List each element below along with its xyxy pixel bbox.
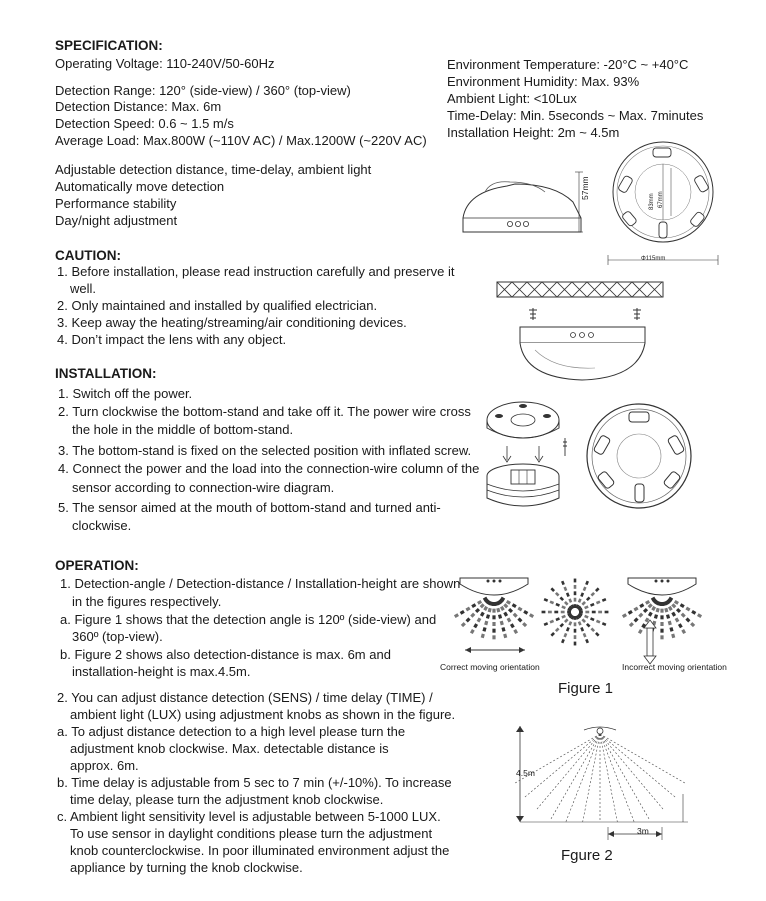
detection-ray-segment — [500, 615, 501, 619]
operation-line: To use sensor in daylight conditions please turn the adjustment — [70, 826, 433, 841]
detection-ray-segment — [556, 618, 560, 619]
detection-ray-segment — [482, 634, 483, 638]
detection-ray-segment — [466, 608, 469, 610]
detection-ray-segment — [568, 614, 572, 615]
detection-ray-segment — [560, 597, 563, 600]
ceiling-mount-drawing — [495, 280, 670, 385]
detection-ray-segment — [512, 605, 515, 607]
range-ray — [600, 734, 687, 784]
installation-step: 1. Switch off the power. — [58, 386, 193, 401]
range-ray — [600, 734, 677, 798]
spec-average-load: Average Load: Max.800W (~110V AC) / Max.1200W (~220V AC) — [55, 133, 427, 148]
detection-ray-segment — [567, 628, 568, 632]
caution-item: 2. Only maintained and installed by qualified electrician. — [57, 298, 378, 313]
correct-orientation-sensor — [460, 578, 528, 595]
detection-ray-segment — [515, 630, 517, 633]
detection-ray-segment — [505, 612, 507, 615]
feature-item: Adjustable detection distance, time-delay, ambient light — [55, 162, 372, 177]
detection-ray-segment — [507, 601, 510, 603]
detection-ray-segment — [664, 602, 665, 606]
detection-ray-segment — [544, 623, 548, 624]
detection-ray-segment — [591, 628, 594, 631]
detection-ray-segment — [486, 621, 487, 625]
detection-ray-segment — [581, 593, 582, 597]
spec-operating-voltage: Operating Voltage: 110-240V/50-60Hz — [55, 56, 275, 71]
spec-detection-distance: Detection Distance: Max. 6m — [55, 99, 222, 114]
detection-ray-segment — [481, 612, 483, 615]
spec-installation-height: Installation Height: 2m ~ 4.5m — [447, 125, 620, 140]
detection-ray-segment — [669, 607, 671, 610]
detection-ray-segment — [524, 611, 527, 613]
detection-ray-segment — [562, 639, 563, 643]
spec-detection-speed: Detection Speed: 0.6 ~ 1.5 m/s — [55, 116, 234, 131]
incorrect-orientation-sensor — [628, 578, 696, 595]
sensor-side-view-drawing — [455, 170, 595, 240]
installation-heading: INSTALLATION: — [55, 366, 157, 381]
sensor-bottom-view-drawing — [585, 400, 695, 515]
sensor-top-view-drawing — [605, 140, 725, 265]
operation-line: appliance by turning the knob clockwise. — [70, 860, 303, 875]
detection-ray-segment — [623, 615, 626, 617]
detection-ray-segment — [461, 611, 464, 613]
detection-ray-segment — [596, 621, 600, 622]
operation-line: 360º (top-view). — [72, 629, 163, 644]
spec-env-temperature: Environment Temperature: -20°C ~ +40°C — [447, 57, 689, 72]
detection-ray-segment — [602, 623, 606, 624]
dimension-d1-label: 83mm — [649, 193, 655, 210]
detection-ray-segment — [560, 624, 563, 627]
detection-ray-segment — [698, 615, 701, 617]
detection-ray-segment — [556, 628, 559, 631]
detection-ray-segment — [562, 581, 563, 585]
range-ray — [600, 734, 650, 821]
detection-ray-segment — [635, 619, 638, 622]
detection-ray-segment — [504, 604, 507, 607]
detection-ray-segment — [585, 616, 589, 617]
detection-ray-segment — [530, 615, 533, 617]
detection-ray-segment — [476, 609, 479, 612]
installation-step: the hole in the middle of bottom-stand. — [72, 422, 294, 437]
detection-ray-segment — [673, 612, 675, 615]
detection-ray-segment — [484, 627, 485, 631]
detection-ray-segment — [677, 609, 680, 612]
detection-ray-segment — [579, 609, 583, 610]
operation-line: in the figures respectively. — [72, 594, 222, 609]
detection-ray-segment — [471, 614, 474, 617]
detection-ray-segment — [508, 618, 510, 621]
detection-ray-segment — [646, 601, 649, 603]
detection-ray-segment — [484, 598, 487, 600]
operation-line: a. To adjust distance detection to a high level please turn the — [57, 724, 406, 739]
detection-ray-segment — [587, 624, 590, 627]
detection-ray-segment — [501, 621, 502, 625]
figure2-height-label: 4.5m — [516, 768, 535, 778]
detection-ray-segment — [682, 614, 685, 617]
detection-ray-segment — [478, 601, 481, 603]
dimension-d2-label: 67mm — [658, 191, 664, 208]
operation-line: b. Time delay is adjustable from 5 sec to 7 min (+/-10%). To increase — [57, 775, 452, 790]
detection-ray-segment — [582, 602, 585, 605]
range-ray — [523, 734, 600, 798]
detection-ray-segment — [565, 633, 566, 637]
detection-ray-segment — [653, 607, 655, 610]
detection-ray-segment — [683, 630, 685, 633]
operation-line: knob counterclockwise. In poor illuminated environment adjust the — [70, 843, 450, 858]
detection-ray-segment — [501, 607, 503, 610]
operation-line: installation-height is max.4.5m. — [72, 664, 251, 679]
range-ray — [600, 734, 634, 822]
detection-ray-segment — [562, 607, 566, 608]
detection-ray-segment — [676, 618, 678, 621]
detection-ray-segment — [467, 619, 470, 622]
detection-ray-segment — [550, 621, 554, 622]
detection-ray-segment — [551, 633, 554, 636]
spec-ambient-light: Ambient Light: <10Lux — [447, 91, 577, 106]
range-ray — [550, 734, 600, 821]
detection-ray-segment — [654, 621, 655, 625]
detection-ray-segment — [657, 608, 658, 612]
detection-ray-segment — [591, 593, 594, 596]
detection-ray-segment — [646, 618, 648, 621]
detection-ray-segment — [556, 604, 560, 605]
detection-ray-segment — [596, 588, 599, 591]
detection-ray-segment — [587, 597, 590, 600]
detection-ray-segment — [585, 607, 589, 608]
detection-ray-segment — [687, 619, 690, 622]
operation-line: time delay, please turn the adjustment knob clockwise. — [70, 792, 384, 807]
detection-ray-segment — [550, 602, 554, 603]
detection-ray-segment — [649, 612, 651, 615]
detection-ray-segment — [523, 623, 526, 626]
top-view-detection-star — [542, 579, 609, 646]
range-ray — [536, 734, 600, 811]
detection-ray-segment — [565, 619, 568, 622]
range-ray — [600, 734, 617, 822]
detection-ray-segment — [579, 599, 580, 603]
detection-ray-segment — [505, 634, 506, 638]
detection-ray-segment — [639, 630, 641, 633]
detection-ray-segment — [577, 616, 578, 620]
detection-ray-segment — [496, 602, 497, 606]
detection-ray-segment — [692, 611, 695, 613]
detection-ray-segment — [680, 605, 683, 607]
detection-ray-segment — [591, 604, 595, 605]
operation-line: c. Ambient light sensitivity level is adjustable between 5-1000 LUX. — [57, 809, 441, 824]
detection-ray-segment — [691, 623, 694, 626]
detection-ray-segment — [668, 615, 669, 619]
detection-ray-segment — [556, 593, 559, 596]
figure1-detection-pattern — [440, 570, 740, 665]
detection-ray-segment — [498, 608, 499, 612]
installation-step: sensor according to connection-wire diagram. — [72, 480, 335, 495]
figure2-detection-range — [512, 724, 692, 844]
detection-ray-segment — [671, 627, 672, 631]
installation-step: 2. Turn clockwise the bottom-stand and take off it. The power wire cross — [58, 404, 471, 419]
detection-ray-segment — [581, 628, 582, 632]
detection-ray-segment — [472, 605, 475, 607]
detection-ray-segment — [666, 608, 667, 612]
detection-ray-segment — [481, 604, 484, 607]
detection-ray-segment — [640, 605, 643, 607]
operation-line: approx. 6m. — [70, 758, 139, 773]
dimension-height-label: 57mm — [580, 176, 590, 200]
detection-ray-segment — [462, 623, 465, 626]
spec-detection-range: Detection Range: 120° (side-view) / 360° (top-view) — [55, 83, 351, 98]
caution-item: 4. Don’t impact the lens with any object. — [57, 332, 287, 347]
detection-ray-segment — [669, 621, 670, 625]
detection-ray-segment — [673, 634, 674, 638]
detection-ray-segment — [679, 624, 681, 627]
detection-ray-segment — [485, 607, 487, 610]
correct-orientation-label: Correct moving orientation — [440, 662, 540, 672]
detection-ray-segment — [586, 581, 587, 585]
installation-step: clockwise. — [72, 518, 132, 533]
range-ray — [583, 734, 600, 822]
detection-ray-segment — [644, 609, 647, 612]
range-ray — [566, 734, 600, 822]
installation-step: 5. The sensor aimed at the mouth of bottom-stand and turned anti- — [58, 500, 441, 515]
caution-item: 1. Before installation, please read instruction carefully and preserve it — [57, 264, 455, 279]
range-ray — [600, 734, 664, 811]
detection-ray-segment — [565, 602, 568, 605]
detection-ray-segment — [455, 615, 458, 617]
detection-ray-segment — [591, 618, 595, 619]
figure1-caption: Figure 1 — [558, 680, 614, 697]
arrow-vertical-icon — [644, 620, 656, 664]
operation-line: adjustment knob clockwise. Max. detectable distance is — [70, 741, 389, 756]
detection-ray-segment — [562, 616, 566, 617]
installation-step: 3. The bottom-stand is fixed on the selected position with inflated screw. — [58, 443, 472, 458]
detection-ray-segment — [567, 593, 568, 597]
detection-ray-segment — [584, 587, 585, 591]
detection-ray-segment — [596, 602, 600, 603]
spec-time-delay: Time-Delay: Min. 5seconds ~ Max. 7minutes — [447, 108, 704, 123]
operation-line: b. Figure 2 shows also detection-distance is max. 6m and — [60, 647, 391, 662]
detection-ray-segment — [630, 623, 633, 626]
feature-item: Performance stability — [55, 196, 177, 211]
detection-ray-segment — [672, 604, 675, 607]
dimension-diameter-label: Φ115mm — [641, 256, 666, 262]
detection-ray-segment — [565, 587, 566, 591]
detection-ray-segment — [544, 599, 548, 600]
detection-ray-segment — [487, 615, 488, 619]
bottom-stand-drawing — [485, 398, 580, 518]
detection-ray-segment — [511, 624, 513, 627]
detection-ray-segment — [509, 609, 512, 612]
detection-ray-segment — [639, 614, 642, 617]
detection-ray-segment — [629, 611, 632, 613]
detection-ray-segment — [675, 601, 678, 603]
detection-ray-segment — [478, 618, 480, 621]
operation-heading: OPERATION: — [55, 558, 139, 573]
detection-ray-segment — [579, 622, 580, 626]
feature-item: Day/night adjustment — [55, 213, 178, 228]
figure2-caption: Fgure 2 — [561, 847, 613, 864]
detection-ray-segment — [584, 633, 585, 637]
operation-line: 1. Detection-angle / Detection-distance / Installation-height are shown — [60, 576, 461, 591]
detection-ray-segment — [570, 622, 571, 626]
installation-step: 4. Connect the power and the load into the connection-wire column of the — [58, 461, 480, 476]
caution-item: well. — [70, 281, 97, 296]
incorrect-orientation-label: Incorrect moving orientation — [622, 662, 727, 672]
detection-ray-segment — [514, 614, 517, 617]
detection-ray-segment — [652, 598, 655, 600]
detection-ray-segment — [519, 619, 522, 622]
detection-ray-segment — [551, 588, 554, 591]
detection-ray-segment — [471, 630, 473, 633]
detection-ray-segment — [596, 633, 599, 636]
arrow-horizontal-icon — [465, 647, 525, 653]
operation-line: ambient light (LUX) using adjustment knobs as shown in the figure. — [70, 707, 456, 722]
detection-ray-segment — [489, 608, 490, 612]
detection-ray-segment — [475, 624, 477, 627]
spec-env-humidity: Environment Humidity: Max. 93% — [447, 74, 640, 89]
detection-ray-segment — [518, 608, 521, 610]
operation-line: a. Figure 1 shows that the detection angle is 120º (side-view) and — [60, 612, 437, 627]
detection-ray-segment — [655, 615, 656, 619]
spec-heading: SPECIFICATION: — [55, 38, 163, 53]
detection-ray-segment — [570, 599, 571, 603]
detection-ray-segment — [586, 639, 587, 643]
operation-line: 2. You can adjust distance detection (SENS) / time delay (TIME) / — [57, 690, 433, 705]
caution-heading: CAUTION: — [55, 248, 121, 263]
detection-ray-segment — [572, 605, 573, 609]
detection-ray-segment — [503, 627, 504, 631]
detection-ray-segment — [582, 619, 585, 622]
detection-ray-segment — [602, 599, 606, 600]
feature-item: Automatically move detection — [55, 179, 225, 194]
detection-ray-segment — [634, 608, 637, 610]
detection-ray-segment — [649, 604, 652, 607]
detection-ray-segment — [686, 608, 689, 610]
figure2-distance-label: 3m — [637, 826, 649, 836]
caution-item: 3. Keep away the heating/streaming/air conditioning devices. — [57, 315, 407, 330]
